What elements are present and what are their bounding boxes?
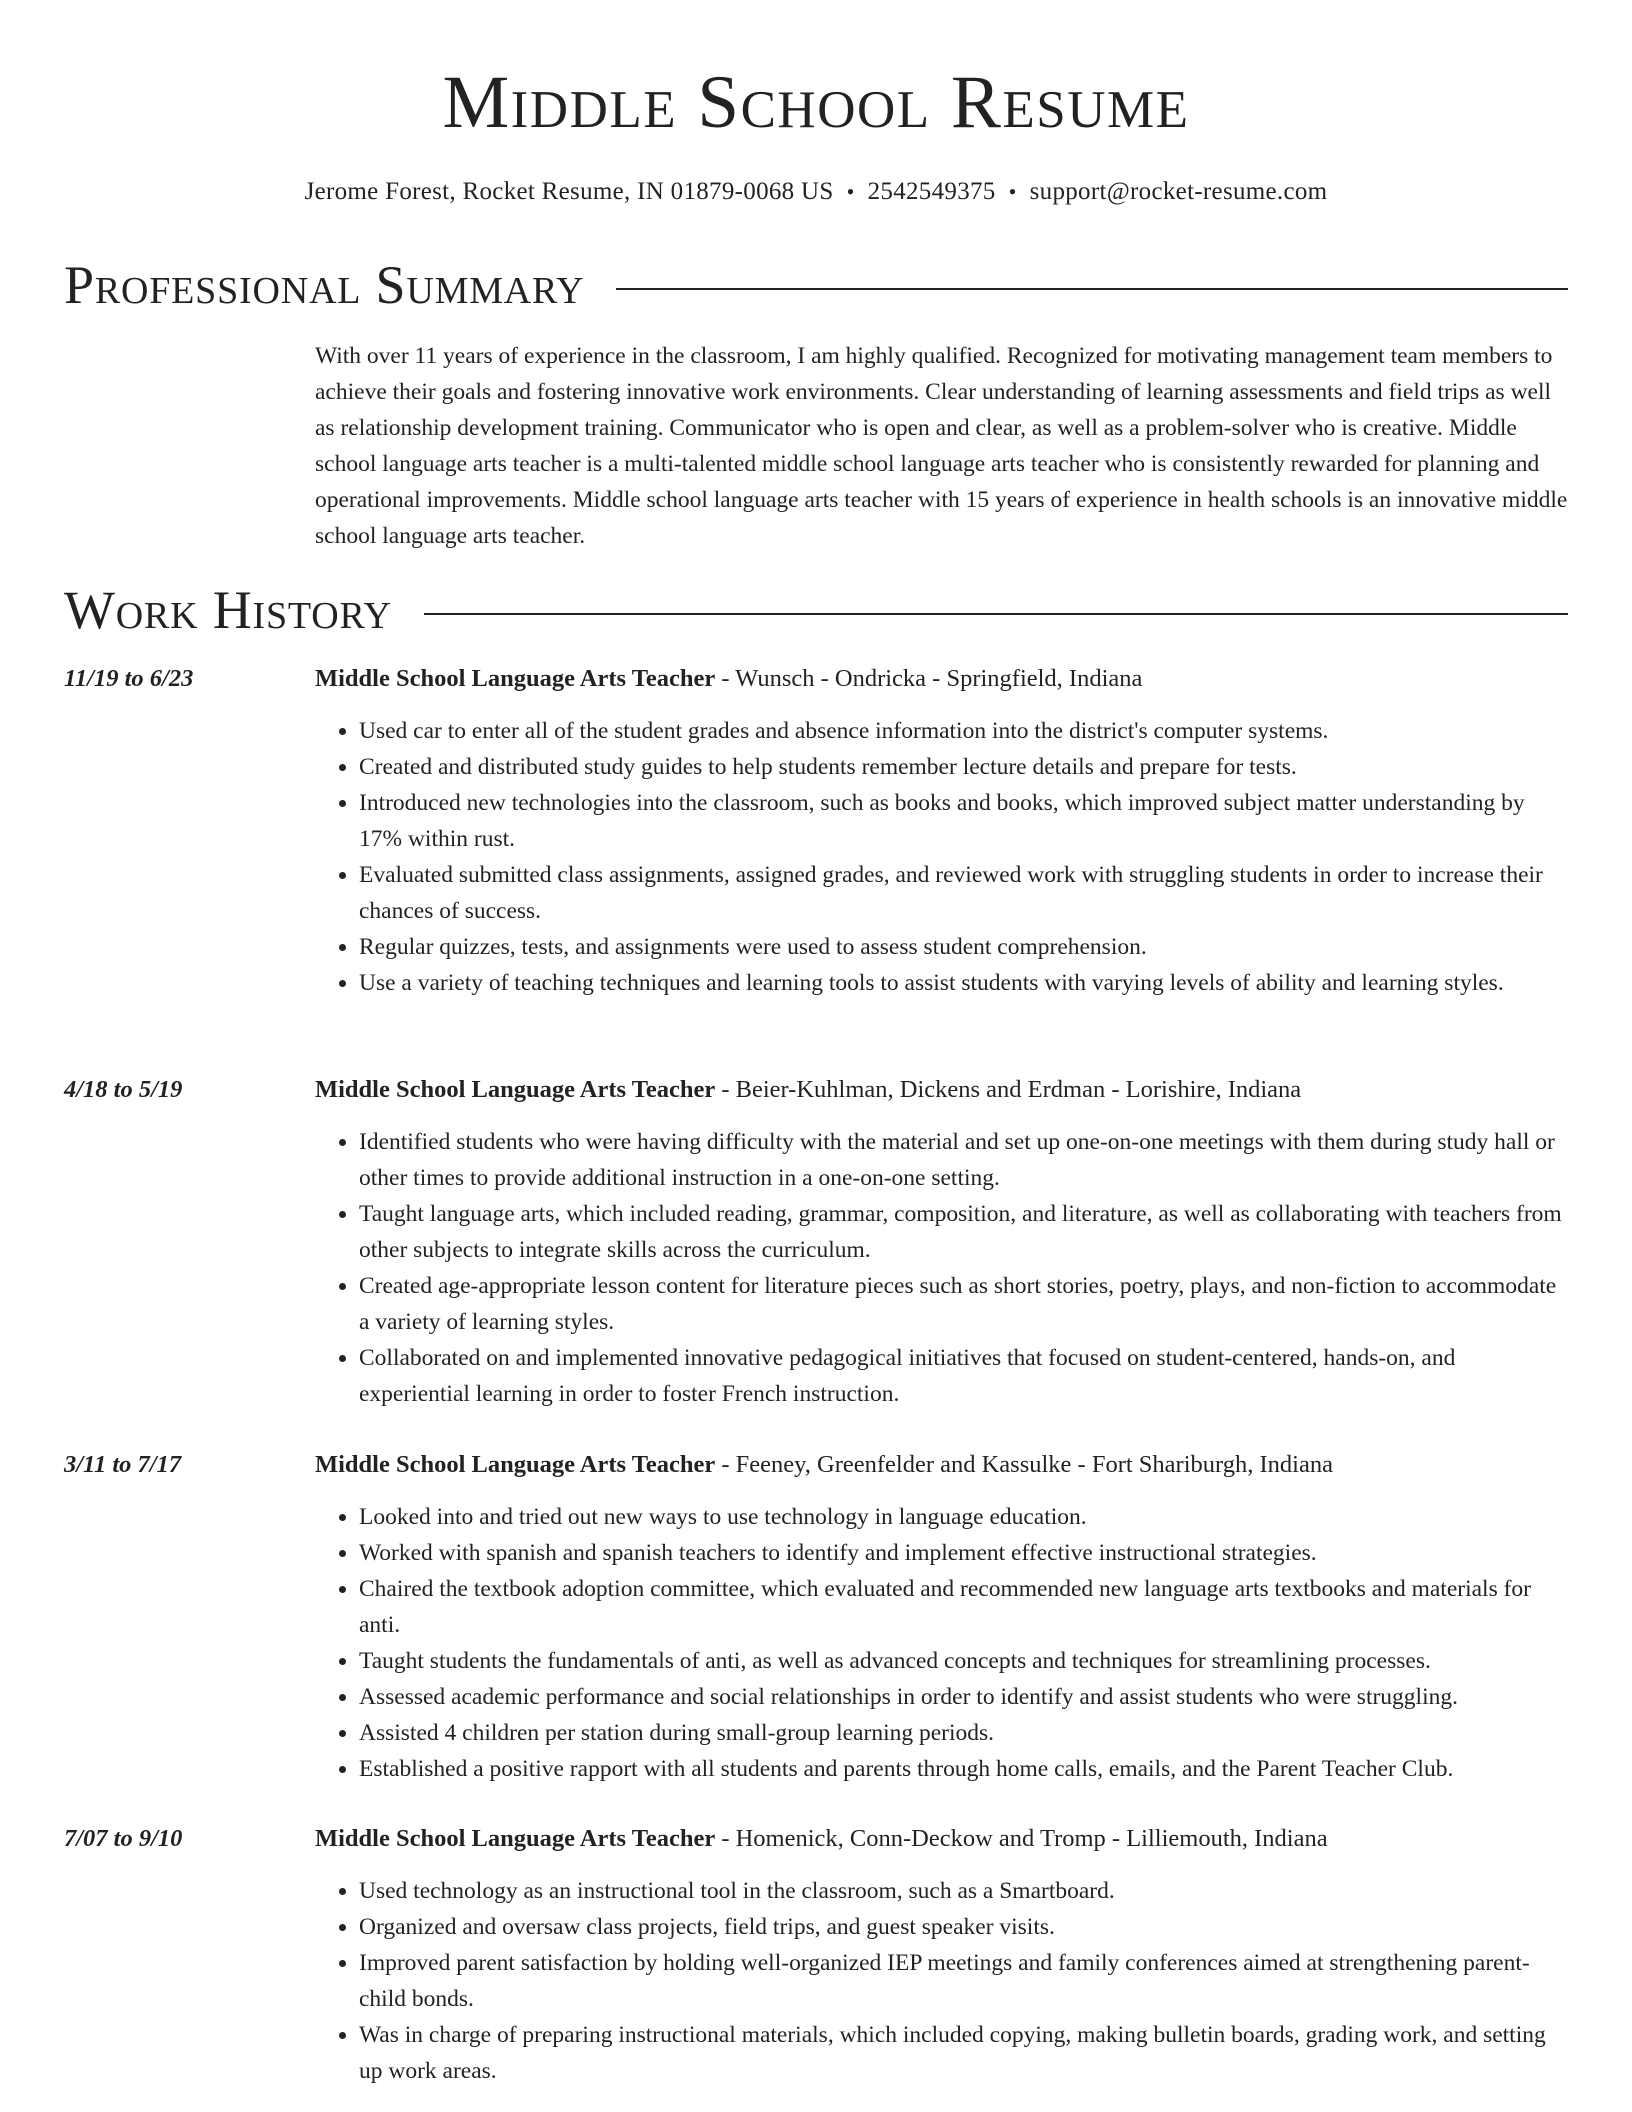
job-bullet-list [315, 713, 1568, 1001]
job-employer: - Homenick, Conn-Deckow and Tromp - Lilliemouth, Indiana [715, 1825, 1328, 1852]
job-date: 3/11 to 7/17 [64, 1451, 182, 1478]
summary-section-header [64, 255, 1568, 315]
job-entry [64, 1073, 1568, 1412]
job-date: 11/19 to 6/23 [64, 665, 194, 692]
document-title: Middle School Resume [442, 61, 1190, 144]
contact-phone: 2542549375 [867, 178, 996, 205]
work-history-heading: Work History [64, 580, 392, 640]
job-bullet: • Used car to enter all of the student grades and absence information into the district's computer systems. [359, 713, 1568, 749]
job-entry [64, 662, 1568, 1001]
job-bullet: • Was in charge of preparing instructional materials, which included copying, making bulletin boards, grading work, and setting up work areas. [359, 2017, 1568, 2089]
job-bullet: • Assisted 4 children per station during small-group learning periods. [359, 1715, 1568, 1751]
job-entry [64, 1448, 1568, 1787]
job-bullet: • Use a variety of teaching techniques and learning tools to assist students with varying levels of ability and learning styles. [359, 965, 1568, 1001]
job-bullet: • Organized and oversaw class projects, field trips, and guest speaker visits. [359, 1909, 1568, 1945]
job-date: 7/07 to 9/10 [64, 1825, 183, 1852]
contact-separator: • [846, 179, 855, 204]
job-bullet: • Established a positive rapport with all students and parents through home calls, emails, and the Parent Teacher Club. [359, 1751, 1568, 1787]
job-bullet: • Collaborated on and implemented innovative pedagogical initiatives that focused on student-centered, hands-on, and experiential learning in order to foster French instruction. [359, 1340, 1568, 1412]
job-employer: - Wunsch - Ondricka - Springfield, Indiana [715, 665, 1143, 692]
job-bullet: • Introduced new technologies into the classroom, such as books and books, which improved subject matter understanding by 17% within rust. [359, 785, 1568, 857]
job-bullet-list [315, 1499, 1568, 1787]
job-title: Middle School Language Arts Teacher [315, 1451, 716, 1478]
job-bullet: • Worked with spanish and spanish teachers to identify and implement effective instructional strategies. [359, 1535, 1568, 1571]
job-employer: - Feeney, Greenfelder and Kassulke - Fort Shariburgh, Indiana [715, 1451, 1333, 1478]
job-bullet: • Chaired the textbook adoption committee, which evaluated and recommended new language arts textbooks and materials for anti. [359, 1571, 1568, 1643]
job-title: Middle School Language Arts Teacher [315, 1825, 716, 1852]
section-divider [424, 613, 1568, 615]
job-header [315, 1073, 1568, 1107]
job-bullet-list [315, 1873, 1568, 2089]
job-bullet: • Used technology as an instructional tool in the classroom, such as a Smartboard. [359, 1873, 1568, 1909]
job-bullet: • Assessed academic performance and social relationships in order to identify and assist students who were struggling. [359, 1679, 1568, 1715]
job-bullet: • Identified students who were having difficulty with the material and set up one-on-one meetings with them during study hall or other times to provide additional instruction in a one-on-one setting. [359, 1124, 1568, 1196]
job-bullet: • Evaluated submitted class assignments, assigned grades, and reviewed work with struggling students in order to increase their chances of success. [359, 857, 1568, 929]
job-bullet: • Taught language arts, which included reading, grammar, composition, and literature, as well as collaborating with teachers from other subjects to integrate skills across the curriculum. [359, 1196, 1568, 1268]
job-bullet: • Created and distributed study guides to help students remember lecture details and prepare for tests. [359, 749, 1568, 785]
contact-email: support@rocket-resume.com [1029, 178, 1328, 205]
job-title: Middle School Language Arts Teacher [315, 665, 716, 692]
job-entry [64, 1822, 1568, 2089]
summary-heading: Professional Summary [64, 255, 585, 315]
job-employer: - Beier-Kuhlman, Dickens and Erdman - Lorishire, Indiana [715, 1076, 1302, 1103]
job-bullet: • Looked into and tried out new ways to use technology in language education. [359, 1499, 1568, 1535]
contact-separator: • [1008, 179, 1017, 204]
contact-address: Jerome Forest, Rocket Resume, IN 01879-0068 US [304, 178, 834, 205]
work-section-header [64, 580, 1568, 640]
job-date: 4/18 to 5/19 [64, 1076, 183, 1103]
job-bullet: • Taught students the fundamentals of anti, as well as advanced concepts and techniques for streamlining processes. [359, 1643, 1568, 1679]
job-bullet: • Regular quizzes, tests, and assignments were used to assess student comprehension. [359, 929, 1568, 965]
section-divider [616, 288, 1568, 290]
summary-text: With over 11 years of experience in the classroom, I am highly qualified. Recognized for motivating management team members to achieve their goals and fostering innovative work environments. Clear understanding of learning assessments and field trips as well as relationship development training. Communicator who is open and clear, as well as a problem-solver who is creative. Middle school language arts teacher is a multi-talented middle school language arts teacher who is consistently rewarded for planning and operational improvements. Middle school language arts teacher with 15 years of experience in health schools is an innovative middle school language arts teacher. [315, 343, 1568, 549]
job-header [315, 1448, 1568, 1482]
job-bullet: • Improved parent satisfaction by holding well-organized IEP meetings and family conferences aimed at strengthening parent-child bonds. [359, 1945, 1568, 2017]
job-header [315, 662, 1568, 696]
job-bullet-list [315, 1124, 1568, 1412]
contact-line [0, 175, 1632, 209]
job-bullet: • Created age-appropriate lesson content for literature pieces such as short stories, poetry, plays, and non-fiction to accommodate a variety of learning styles. [359, 1268, 1568, 1340]
job-title: Middle School Language Arts Teacher [315, 1076, 716, 1103]
job-header [315, 1822, 1568, 1856]
